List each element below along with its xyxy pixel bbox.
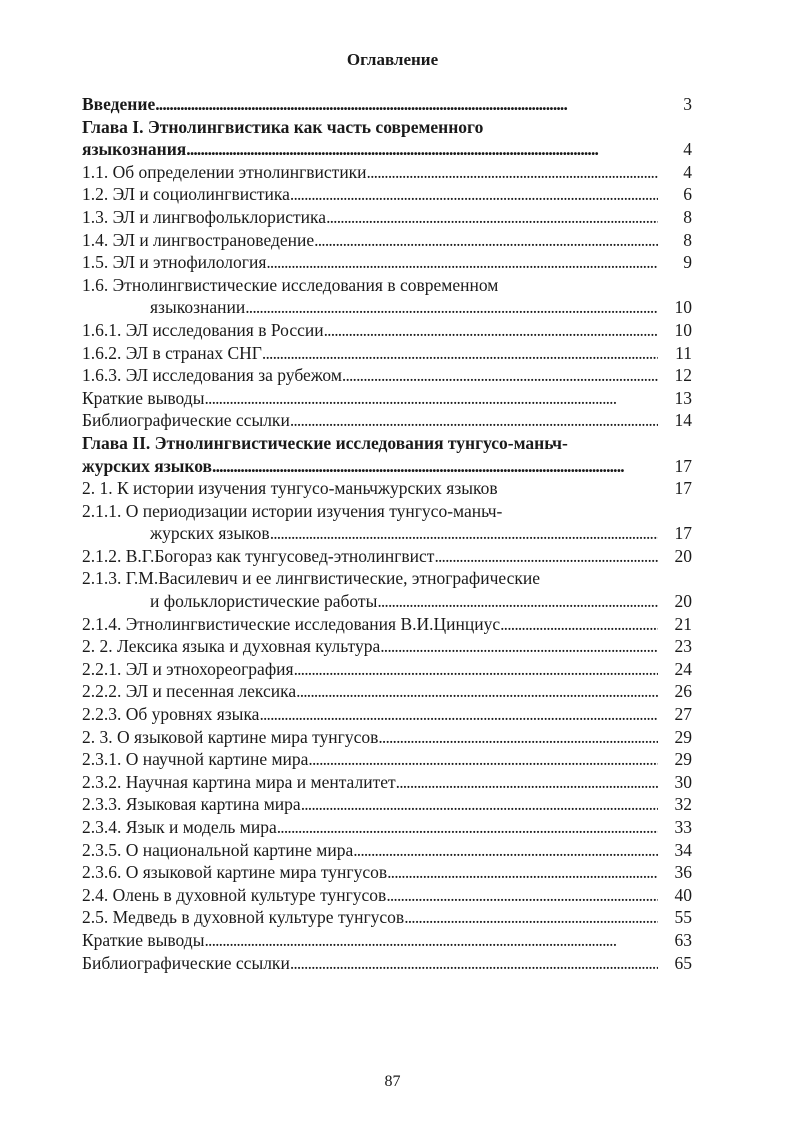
toc-entry-line [82, 387, 692, 410]
toc-entry-title: 1.6.3. ЭЛ исследования за рубежом [82, 365, 342, 386]
toc-entry-line [82, 93, 692, 116]
toc-entry-page: 27 [674, 704, 692, 725]
dot-leader [290, 952, 658, 975]
dot-leader [342, 364, 658, 387]
toc-entry[interactable] [82, 816, 692, 839]
toc-entry-line [82, 342, 692, 365]
dot-leader [367, 161, 658, 184]
toc-entry[interactable] [82, 658, 692, 681]
toc-entry-line [82, 251, 692, 274]
toc-entry-page: 65 [674, 952, 692, 973]
toc-entry-page: 12 [674, 365, 692, 386]
toc-entry[interactable] [82, 387, 692, 410]
toc-entry-page: 30 [674, 771, 692, 792]
dot-leader [270, 522, 658, 545]
dot-leader [296, 680, 658, 703]
dot-leader [326, 206, 658, 229]
toc-entry[interactable] [82, 726, 692, 749]
dot-leader [434, 545, 658, 568]
toc-entry[interactable] [82, 567, 692, 612]
toc-entry-page: 55 [674, 907, 692, 928]
toc-entry-page: 4 [683, 139, 692, 160]
dot-leader [277, 816, 658, 839]
toc-entry-line [82, 726, 692, 749]
dot-leader [378, 726, 658, 749]
toc-entry-title: Глава II. Этнолингвистические исследования тунгусо-маньч- [82, 432, 568, 453]
toc-entry-line [82, 500, 692, 523]
toc-entry-line [82, 839, 692, 862]
toc-entry-title: 1.6.2. ЭЛ в странах СНГ [82, 342, 262, 363]
toc-entry-line [82, 929, 692, 952]
toc-entry[interactable] [82, 771, 692, 794]
dot-leader [290, 183, 658, 206]
toc-entry-title: Введение [82, 94, 156, 114]
toc-entry-page: 14 [674, 410, 692, 431]
toc-entry-line [82, 116, 692, 139]
toc-entry-title: Библиографические ссылки [82, 952, 290, 973]
toc-entry-title-continued: языкознании [150, 297, 246, 318]
toc-entry-title-continued: журских языков [82, 455, 213, 476]
toc-entry-page: 63 [674, 929, 692, 950]
toc-entry-line [82, 296, 692, 319]
toc-entry-line [82, 771, 692, 794]
toc-entry-line [82, 206, 692, 229]
toc-entry-page: 23 [674, 636, 692, 657]
toc-entry-line [82, 590, 692, 613]
toc-entry[interactable] [82, 161, 692, 184]
toc-entry-line [82, 319, 692, 342]
toc-entry-page: 9 [683, 252, 692, 273]
toc-entry-page: 29 [674, 726, 692, 747]
dot-leader [259, 703, 658, 726]
toc-entry-page: 40 [674, 884, 692, 905]
dot-leader [301, 793, 658, 816]
dot-leader [204, 929, 658, 952]
toc-entry-title: Глава I. Этнолингвистика как часть современного [82, 116, 484, 137]
toc-entry[interactable] [82, 929, 692, 952]
page-number: 87 [384, 1073, 401, 1090]
dot-leader [387, 861, 658, 884]
toc-entry[interactable] [82, 703, 692, 726]
toc-entry-line [82, 364, 692, 387]
dot-leader [386, 884, 658, 907]
toc-entry-line [82, 229, 692, 252]
toc-entry-line [82, 545, 692, 568]
toc-entry-title: 2.3.3. Языковая картина мира [82, 794, 301, 815]
toc-entry-line [82, 658, 692, 681]
toc-entry-title: Библиографические ссылки [82, 410, 290, 431]
toc-entry-title: 1.6.1. ЭЛ исследования в России [82, 319, 324, 340]
toc-entry-title: 2.1.3. Г.М.Василевич и ее лингвистические, этнографические [82, 568, 541, 589]
dot-leader [314, 229, 658, 252]
toc-entry-title-continued: и фольклористические работы [150, 591, 378, 612]
toc-entry-page: 17 [674, 523, 692, 544]
toc-entry-page: 26 [674, 681, 692, 702]
toc-entry[interactable] [82, 364, 692, 387]
toc-entry[interactable] [82, 251, 692, 274]
toc-entry-title: Краткие выводы [82, 929, 205, 950]
toc-entry-page: 11 [675, 342, 692, 363]
toc-entry-line [82, 861, 692, 884]
toc-entry-line [82, 522, 692, 545]
toc-entry[interactable] [82, 884, 692, 907]
toc-entry-line [82, 432, 692, 455]
dot-leader [294, 658, 658, 681]
toc-entry-line [82, 703, 692, 726]
toc-title: Оглавление [346, 50, 439, 69]
toc-entry-page: 10 [674, 297, 692, 318]
toc-entry-title: 2.5. Медведь в духовной культуре тунгусов [82, 907, 405, 928]
toc-entry[interactable] [82, 635, 692, 658]
dot-leader [353, 839, 658, 862]
toc-entry[interactable] [82, 748, 692, 771]
dot-leader [396, 771, 658, 794]
toc-entry-line [82, 952, 692, 975]
dot-leader [186, 138, 658, 161]
toc-entry-title-continued: журских языков [150, 523, 270, 544]
dot-leader [377, 590, 658, 613]
toc-entry[interactable] [82, 342, 692, 365]
dot-leader [155, 93, 658, 116]
dot-leader [204, 387, 658, 410]
toc-entry-line [82, 906, 692, 929]
toc-entry-line [82, 567, 692, 590]
toc-entry[interactable] [82, 409, 692, 432]
dot-leader [212, 455, 658, 478]
dot-leader [262, 342, 658, 365]
toc-entry-title: 2.2.1. ЭЛ и этнохореография [82, 658, 294, 679]
toc-entry-page: 8 [683, 229, 692, 250]
toc-entry-page: 33 [674, 817, 692, 837]
toc-entry[interactable] [82, 680, 692, 703]
toc-entry[interactable] [82, 839, 692, 862]
toc-entry-page: 24 [674, 658, 692, 679]
dot-leader [324, 319, 658, 342]
toc-entry-page: 29 [674, 749, 692, 770]
toc-entry-title: 2.2.2. ЭЛ и песенная лексика [82, 681, 297, 702]
toc-entry-title: 1.4. ЭЛ и лингвострановедение [82, 229, 315, 250]
toc-entry-line [82, 884, 692, 907]
dot-leader [245, 296, 658, 319]
toc-entry-line [82, 183, 692, 206]
toc-entry-title: 1.5. ЭЛ и этнофилология [82, 252, 267, 273]
toc-entry-title: 1.2. ЭЛ и социолингвистика [82, 184, 290, 205]
toc-entry-title: 2.3.6. О языковой картине мира тунгусов [82, 862, 388, 883]
toc-entry-page: 6 [683, 184, 692, 205]
toc-entry-line [82, 161, 692, 184]
toc-entry[interactable] [82, 861, 692, 884]
toc-entry-title: 1.6. Этнолингвистические исследования в современном [82, 274, 499, 295]
toc-entry[interactable] [82, 183, 692, 206]
toc-entry-line [82, 680, 692, 703]
toc-entry[interactable] [82, 613, 692, 636]
dot-leader [290, 409, 658, 432]
toc-entry-page: 36 [674, 862, 692, 883]
toc-entry[interactable] [82, 319, 692, 342]
toc-entry-line [82, 635, 692, 658]
dot-leader [266, 251, 658, 274]
toc-entry[interactable] [82, 793, 692, 816]
toc-entry-page: 20 [674, 591, 692, 612]
toc-entry-title: 2. 2. Лексика языка и духовная культура [82, 636, 381, 657]
toc-entry-line [82, 748, 692, 771]
toc-entry-line [82, 816, 692, 839]
toc-entry-line [82, 613, 692, 636]
toc-entry-page: 34 [674, 839, 692, 860]
toc-entry[interactable] [82, 477, 692, 500]
toc-entry-line [82, 477, 692, 500]
toc-entry[interactable] [82, 500, 692, 545]
toc-entry[interactable] [82, 906, 692, 929]
toc-entry-title-continued: языкознания [82, 139, 187, 160]
toc-entry[interactable] [82, 432, 692, 477]
toc-entry-page: 20 [674, 545, 692, 566]
toc-entry[interactable] [82, 229, 692, 252]
table-of-contents [82, 93, 692, 974]
toc-entry-title: 2.2.3. Об уровнях языка [82, 704, 260, 725]
toc-entry-page: 4 [683, 161, 692, 182]
toc-entry-line [82, 455, 692, 478]
toc-entry-title: Краткие выводы [82, 387, 205, 408]
toc-entry[interactable] [82, 93, 692, 116]
toc-entry-page: 17 [674, 478, 692, 499]
toc-entry-title: 2.4. Олень в духовной культуре тунгусов [82, 884, 387, 905]
toc-entry-title: 2.1.4. Этнолингвистические исследования В.И.Цинциус [82, 613, 501, 634]
toc-entry[interactable] [82, 274, 692, 319]
toc-entry-page: 32 [674, 794, 692, 815]
toc-entry-page: 3 [683, 94, 692, 114]
toc-entry-line [82, 138, 692, 161]
toc-entry-line [82, 409, 692, 432]
toc-entry-page: 17 [674, 455, 692, 476]
toc-entry-page: 21 [674, 613, 692, 634]
toc-entry-line [82, 793, 692, 816]
toc-entry-title: 1.3. ЭЛ и лингвофольклористика [82, 206, 327, 227]
dot-leader [380, 635, 658, 658]
toc-entry-line [82, 274, 692, 297]
toc-entry-page: 13 [674, 387, 692, 408]
toc-entry-title: 2.1.1. О периодизации истории изучения тунгусо-маньч- [82, 500, 503, 521]
toc-entry[interactable] [82, 206, 692, 229]
toc-entry-title: 2.3.4. Язык и модель мира [82, 817, 277, 837]
toc-entry-title: 2.3.5. О национальной картине мира [82, 839, 354, 860]
toc-entry-title: 2.3.1. О научной картине мира [82, 749, 309, 770]
toc-entry-title: 2. 1. К истории изучения тунгусо-маньчжурских языков [82, 478, 498, 499]
toc-entry[interactable] [82, 952, 692, 975]
toc-entry[interactable] [82, 116, 692, 161]
toc-entry-page: 10 [674, 319, 692, 340]
toc-entry-page: 8 [683, 206, 692, 227]
dot-leader [308, 748, 658, 771]
toc-entry[interactable] [82, 545, 692, 568]
dot-leader [500, 613, 658, 636]
toc-entry-title: 2.1.2. В.Г.Богораз как тунгусовед-этнолингвист [82, 545, 435, 566]
toc-entry-title: 1.1. Об определении этнолингвистики [82, 161, 367, 182]
toc-entry-title: 2. 3. О языковой картине мира тунгусов [82, 726, 379, 747]
dot-leader [404, 906, 658, 929]
toc-entry-title: 2.3.2. Научная картина мира и менталитет [82, 771, 396, 792]
